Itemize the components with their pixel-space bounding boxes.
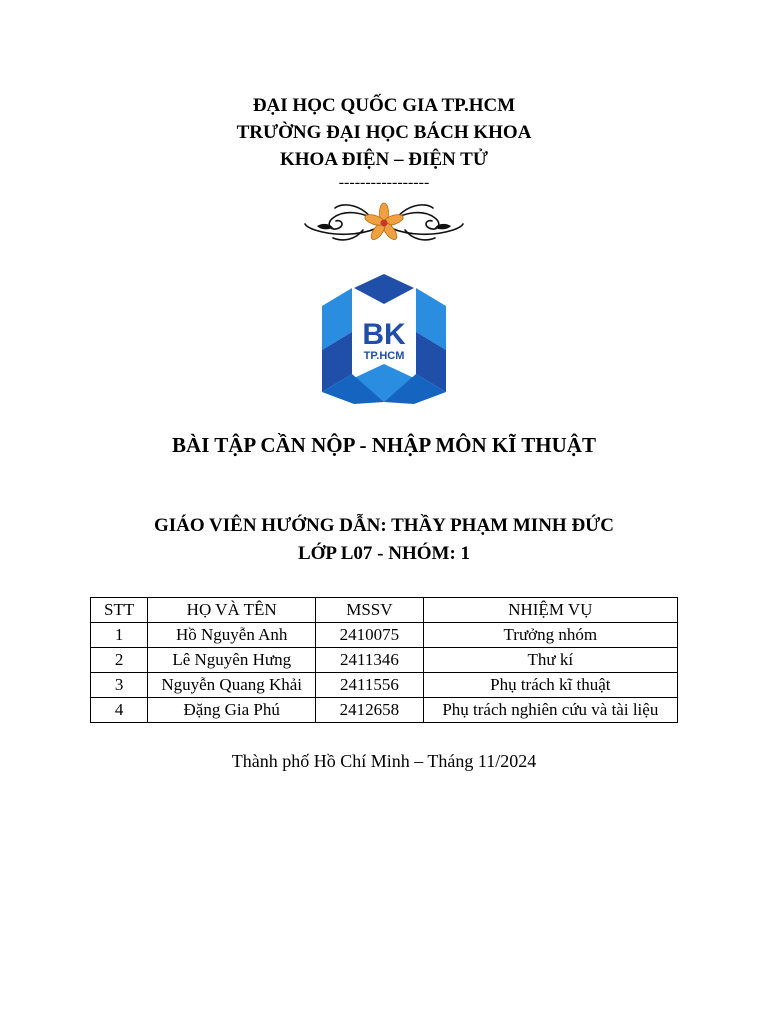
table-row — [91, 623, 678, 648]
table-row — [91, 673, 678, 698]
cell-mssv: 2411346 — [316, 648, 424, 673]
cell-stt: 1 — [91, 623, 148, 648]
cell-stt: 4 — [91, 698, 148, 723]
table-header-row — [91, 598, 678, 623]
school-name: TRƯỜNG ĐẠI HỌC BÁCH KHOA — [236, 122, 532, 143]
logo-city-text: TP.HCM — [363, 350, 405, 362]
cell-stt: 3 — [91, 673, 148, 698]
cell-task: Thư kí — [423, 648, 677, 673]
teacher-line: GIÁO VIÊN HƯỚNG DẪN: THẦY PHẠM MINH ĐỨC — [153, 515, 615, 536]
info-block — [0, 512, 768, 568]
header-name: HỌ VÀ TÊN — [148, 598, 316, 623]
cell-name: Đặng Gia Phú — [148, 698, 316, 723]
cell-stt: 2 — [91, 648, 148, 673]
cell-mssv: 2410075 — [316, 623, 424, 648]
flower-ornament-icon — [303, 200, 465, 246]
cell-name: Hồ Nguyễn Anh — [148, 623, 316, 648]
class-group-line: LỚP L07 - NHÓM: 1 — [297, 543, 471, 564]
header-separator: ----------------- — [338, 174, 430, 191]
header-task: NHIỆM VỤ — [423, 598, 677, 623]
header-stt: STT — [91, 598, 148, 623]
cell-mssv: 2412658 — [316, 698, 424, 723]
table-row — [91, 648, 678, 673]
cell-name: Nguyễn Quang Khải — [148, 673, 316, 698]
table-row — [91, 698, 678, 723]
cell-task: Phụ trách nghiên cứu và tài liệu — [423, 698, 677, 723]
cell-mssv: 2411556 — [316, 673, 424, 698]
faculty-name: KHOA ĐIỆN – ĐIỆN TỬ — [280, 149, 488, 170]
header-mssv: MSSV — [316, 598, 424, 623]
university-name: ĐẠI HỌC QUỐC GIA TP.HCM — [252, 95, 516, 116]
cell-name: Lê Nguyên Hưng — [148, 648, 316, 673]
cell-task: Trưởng nhóm — [423, 623, 677, 648]
header-block — [0, 92, 768, 193]
bk-logo — [322, 274, 446, 404]
place-date-line: Thành phố Hồ Chí Minh – Tháng 11/2024 — [231, 751, 537, 771]
logo-bk-text: BK — [362, 318, 406, 351]
cell-task: Phụ trách kĩ thuật — [423, 673, 677, 698]
document-title: BÀI TẬP CẦN NỘP - NHẬP MÔN KĨ THUẬT — [172, 433, 596, 457]
members-table — [90, 597, 678, 723]
